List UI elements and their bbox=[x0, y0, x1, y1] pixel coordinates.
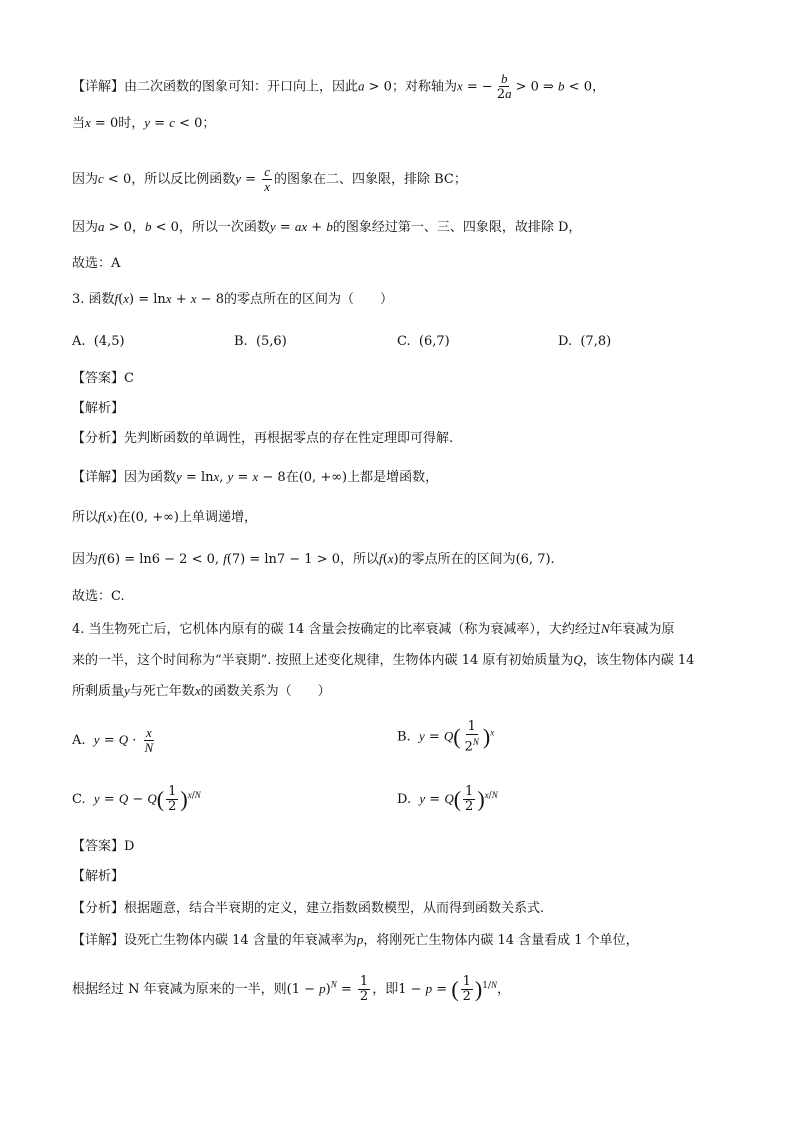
detail-line-1: 【详解】由二次函数的图象可知：开口向上，因此a > 0；对称轴为x = − $\frac{b}{2a}$ > 0 ⇒ b < 0， bbox=[72, 71, 605, 102]
detail-line-4: 因为a > 0，b < 0，所以一次函数y = ax + b的图象经过第一、三、四象限，故排除 D， bbox=[72, 219, 582, 235]
q4-detail-1: 【详解】设死亡生物体内碳 14 含量的年衰减率为p，将刚死亡生物体内碳 14 含量看成 1 个单位， bbox=[72, 932, 639, 948]
q3-option-b: B. (5,6) bbox=[234, 334, 287, 349]
q3-detail-1: 【详解】因为函数y = lnx, y = x − 8在(0, +∞)上都是增函数， bbox=[72, 469, 439, 485]
fraction: $\frac{b}{2a}$ bbox=[496, 71, 512, 102]
q4-option-a: A. y = Q · $\frac{x}{N}$ bbox=[72, 725, 154, 755]
q3-analysis-header: 【解析】 bbox=[72, 401, 125, 416]
q4-analysis: 【分析】根据题意，结合半衰期的定义，建立指数函数模型，从而得到函数关系式. bbox=[72, 901, 545, 916]
q3-detail-3: 因为f(6) = ln6 − 2 < 0, f(7) = ln7 − 1 > 0，所以f(x)的零点所在的区间为(6, 7). bbox=[72, 551, 555, 567]
question-4-line-2: 来的一半，这个时间称为“半衰期”. 按照上述变化规律，生物体内碳 14 原有初始质量为Q，该生物体内碳 14 bbox=[72, 652, 695, 668]
q3-option-a: A. (4,5) bbox=[72, 334, 125, 349]
question-4-line-1: 4. 当生物死亡后，它机体内原有的碳 14 含量会按确定的比率衰减（称为衰减率），大约经过N年衰减为原 bbox=[72, 621, 675, 637]
answer-choice-line: 故选：A bbox=[72, 256, 121, 271]
q3-choice: 故选：C. bbox=[72, 589, 125, 604]
q4-analysis-header: 【解析】 bbox=[72, 869, 125, 884]
q3-answer: 【答案】C bbox=[72, 371, 134, 386]
q4-option-b: B. y = Q( $\frac{1}{2^N}$ )$^x$ bbox=[397, 719, 495, 755]
q4-option-c: C. y = Q − Q( $\frac{1}{2}$ )$^{x/N}$ bbox=[72, 784, 201, 814]
q3-option-d: D. (7,8) bbox=[558, 334, 612, 349]
detail-line-2: 当x = 0时，y = c < 0； bbox=[72, 115, 216, 131]
q4-answer: 【答案】D bbox=[72, 839, 135, 854]
question-4-line-3: 所剩质量y与死亡年数x的函数关系为（ ） bbox=[72, 683, 331, 699]
q3-analysis: 【分析】先判断函数的单调性，再根据零点的存在性定理即可得解. bbox=[72, 431, 454, 446]
q4-option-d: D. y = Q( $\frac{1}{2}$ )$^{x/N}$ bbox=[397, 784, 498, 814]
detail-line-3: 因为c < 0，所以反比例函数y = $\frac{c}{x}$ 的图象在二、四象限，排除 BC； bbox=[72, 164, 467, 194]
fraction: $\frac{c}{x}$ bbox=[264, 164, 270, 194]
q3-option-c: C. (6,7) bbox=[397, 334, 450, 349]
question-3: 3. 函数f(x) = lnx + x − 8的零点所在的区间为（ ） bbox=[72, 291, 393, 307]
q4-detail-2: 根据经过 N 年衰减为原来的一半，则$(1 - p)^N$ = $\frac{1}{2}$ ，即1 − p = ( $\frac{1}{2}$ )$^{1/N}$， bbox=[72, 974, 511, 1004]
q3-detail-2: 所以f(x)在(0, +∞)上单调递增， bbox=[72, 509, 258, 525]
